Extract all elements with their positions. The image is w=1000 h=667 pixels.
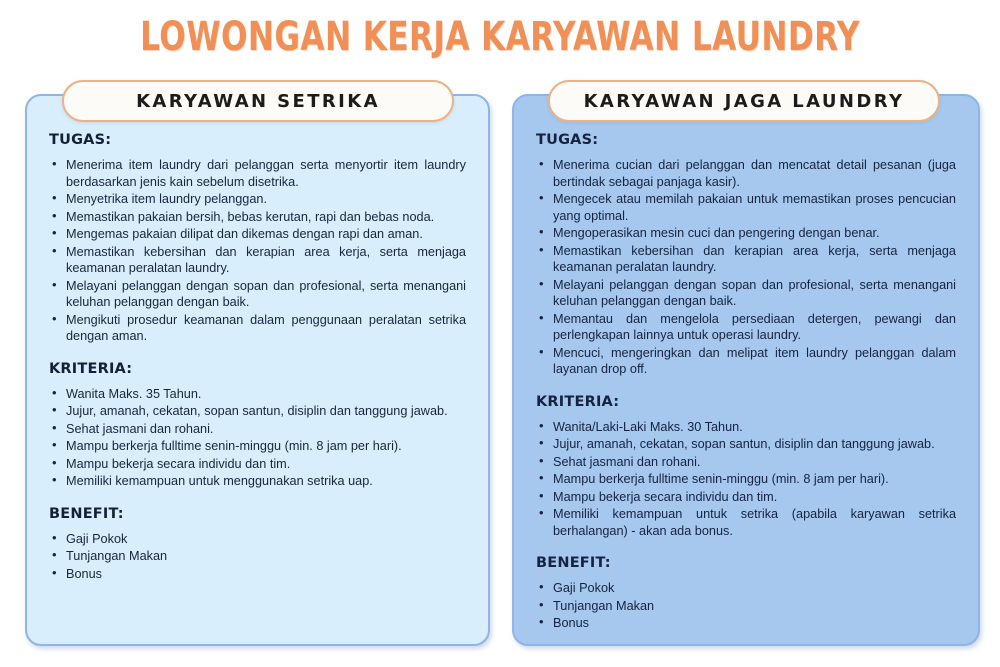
list-item: • Wanita/Laki-Laki Maks. 30 Tahun.: [536, 419, 956, 436]
list-item: • Sehat jasmani dan rohani.: [49, 421, 466, 438]
list-item: • Memiliki kemampuan untuk menggunakan setrika uap.: [49, 473, 466, 490]
section-benefit-right: [536, 555, 956, 632]
list-tugas-left: [49, 157, 466, 345]
job-card-karyawan-jaga-laundry: [512, 94, 980, 646]
list-item: • Mencuci, mengeringkan dan melipat item laundry pelanggan dalam layanan drop off.: [536, 345, 956, 378]
page-title: LOWONGAN KERJA KARYAWAN LAUNDRY: [140, 14, 860, 60]
list-item: • Mampu bekerja secara individu dan tim.: [536, 489, 956, 506]
list-item: • Bonus: [536, 615, 956, 632]
section-heading-kriteria: KRITERIA:: [536, 393, 620, 410]
list-benefit-left: [49, 531, 466, 583]
list-item: • Memantau dan mengelola persediaan detergen, pewangi dan perlengkapan lainnya untuk operasi laundry.: [536, 311, 956, 344]
list-item: • Menerima item laundry dari pelanggan serta menyortir item laundry berdasarkan jenis kain sebelum disetrika.: [49, 157, 466, 190]
list-item: • Melayani pelanggan dengan sopan dan profesional, serta menangani keluhan pelanggan dengan baik.: [49, 278, 466, 311]
card-header-pill-karyawan-setrika: [62, 80, 454, 122]
list-item: • Memastikan kebersihan dan kerapian area kerja, serta menjaga keamanan peralatan laundry.: [536, 243, 956, 276]
section-kriteria-left: [49, 361, 466, 490]
list-item: • Tunjangan Makan: [536, 598, 956, 615]
list-item: • Jujur, amanah, cekatan, sopan santun, disiplin dan tanggung jawab.: [49, 403, 466, 420]
list-kriteria-right: [536, 419, 956, 540]
list-item: • Memastikan kebersihan dan kerapian area kerja, serta menjaga keamanan peralatan laundry.: [49, 244, 466, 277]
section-heading-benefit: BENEFIT:: [49, 505, 124, 522]
list-item: • Menerima cucian dari pelanggan dan mencatat detail pesanan (juga bertindak sebagai panjaga kasir).: [536, 157, 956, 190]
list-item: • Sehat jasmani dan rohani.: [536, 454, 956, 471]
list-item: • Mengecek atau memilah pakaian untuk memastikan proses pencucian yang optimal.: [536, 191, 956, 224]
list-item: • Bonus: [49, 566, 466, 583]
section-heading-tugas: TUGAS:: [536, 132, 599, 148]
list-item: • Mampu berkerja fulltime senin-minggu (min. 8 jam per hari).: [49, 438, 466, 455]
section-tugas-right: [536, 132, 956, 378]
list-item: • Melayani pelanggan dengan sopan dan profesional, serta menangani keluhan pelanggan dengan baik.: [536, 277, 956, 310]
list-item: • Memastikan pakaian bersih, bebas kerutan, rapi dan bebas noda.: [49, 209, 466, 226]
list-item: • Gaji Pokok: [536, 580, 956, 597]
list-item: • Memiliki kemampuan untuk setrika (apabila karyawan setrika berhalangan) - akan ada bonus.: [536, 506, 956, 539]
card-header-pill-karyawan-jaga-laundry: [548, 80, 940, 122]
list-kriteria-left: [49, 386, 466, 490]
list-item: • Tunjangan Makan: [49, 548, 466, 565]
list-item: • Mampu bekerja secara individu dan tim.: [49, 456, 466, 473]
section-heading-kriteria: KRITERIA:: [49, 360, 133, 377]
list-item: • Mengoperasikan mesin cuci dan pengering dengan benar.: [536, 225, 956, 242]
list-item: • Wanita Maks. 35 Tahun.: [49, 386, 466, 403]
list-item: • Mengikuti prosedur keamanan dalam penggunaan peralatan setrika dengan aman.: [49, 312, 466, 345]
list-item: • Mengemas pakaian dilipat dan dikemas dengan rapi dan aman.: [49, 226, 466, 243]
list-tugas-right: [536, 157, 956, 378]
card-header-label: KARYAWAN JAGA LAUNDRY: [583, 90, 905, 112]
section-heading-tugas: TUGAS:: [49, 132, 112, 148]
section-heading-benefit: BENEFIT:: [536, 555, 611, 571]
list-item: • Menyetrika item laundry pelanggan.: [49, 191, 466, 208]
list-item: • Jujur, amanah, cekatan, sopan santun, disiplin dan tanggung jawab.: [536, 436, 956, 453]
section-kriteria-right: [536, 394, 956, 540]
list-item: • Gaji Pokok: [49, 531, 466, 548]
card-header-label: KARYAWAN SETRIKA: [136, 90, 380, 112]
list-item: • Mampu berkerja fulltime senin-minggu (min. 8 jam per hari).: [536, 471, 956, 488]
section-tugas-left: [49, 132, 466, 345]
list-benefit-right: [536, 580, 956, 632]
section-benefit-left: [49, 506, 466, 583]
job-card-karyawan-setrika: [25, 94, 490, 646]
